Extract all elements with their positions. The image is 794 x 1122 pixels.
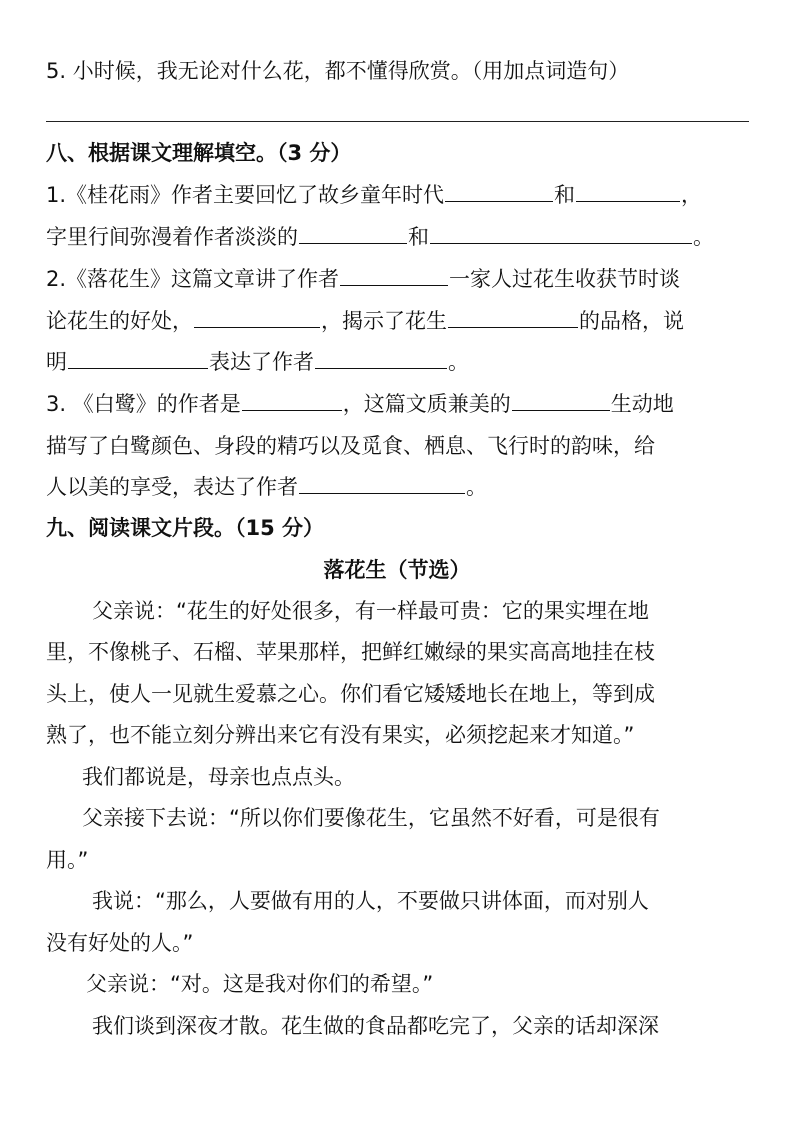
text: 和	[408, 225, 429, 249]
section-9-heading: 九、阅读课文片段。（15 分）	[46, 516, 325, 540]
text: 3. 《白鹭》的作者是	[46, 392, 241, 416]
text: 。	[448, 350, 469, 374]
fill-blank[interactable]	[430, 223, 692, 244]
fill-blank[interactable]	[315, 348, 447, 369]
section-8-line-1	[46, 180, 750, 210]
passage-line: 用。”	[46, 848, 89, 872]
passage-line: 熟了，也不能立刻分辨出来它有没有果实，必须挖起来才知道。”	[46, 723, 635, 747]
text: ，这篇文质兼美的	[342, 392, 511, 416]
text: 2.《落花生》这篇文章讲了作者	[46, 267, 340, 291]
text: 的品格，说	[579, 309, 684, 333]
fill-blank[interactable]	[340, 265, 448, 286]
section-8-line-5	[46, 347, 750, 377]
fill-blank[interactable]	[448, 307, 578, 328]
text: 表达了作者	[209, 350, 314, 374]
text: 。	[693, 225, 714, 249]
fill-blank[interactable]	[299, 473, 465, 494]
section-8-heading: 八、根据课文理解填空。（3 分）	[46, 141, 352, 165]
section-8-line-8	[46, 472, 750, 502]
text: ，揭示了花生	[321, 309, 447, 333]
fill-blank[interactable]	[576, 181, 680, 202]
text: 1.《桂花雨》作者主要回忆了故乡童年时代	[46, 183, 445, 207]
section-8-line-6	[46, 389, 750, 419]
answer-line	[46, 121, 749, 122]
question-5: 5. 小时候，我无论对什么花，都不懂得欣赏。（用加点词造句）	[46, 59, 630, 83]
passage-line: 父亲说：“对。这是我对你们的希望。”	[86, 972, 434, 996]
section-8-line-7: 描写了白鹭颜色、身段的精巧以及觅食、栖息、飞行时的韵味，给	[46, 434, 655, 458]
passage-line: 我说：“那么，人要做有用的人，不要做只讲体面，而对别人	[92, 889, 649, 913]
fill-blank[interactable]	[68, 348, 208, 369]
text: 生动地	[610, 392, 674, 416]
fill-blank[interactable]	[445, 181, 553, 202]
passage-line: 头上，使人一见就生爱慕之心。你们看它矮矮地长在地上，等到成	[46, 682, 655, 706]
passage-title: 落花生（节选）	[323, 558, 471, 582]
text: ，	[681, 183, 703, 207]
passage-line: 没有好处的人。”	[46, 931, 194, 955]
section-8-line-3	[46, 264, 750, 294]
fill-blank[interactable]	[512, 390, 610, 411]
text: 论花生的好处，	[46, 309, 193, 333]
passage-line: 里，不像桃子、石榴、苹果那样，把鲜红嫩绿的果实高高地挂在枝	[46, 640, 655, 664]
passage-line: 父亲接下去说：“所以你们要像花生，它虽然不好看，可是很有	[82, 806, 660, 830]
text: 一家人过花生收获节时谈	[449, 267, 681, 291]
text: 字里行间弥漫着作者淡淡的	[46, 225, 298, 249]
passage-line: 父亲说：“花生的好处很多，有一样最可贵：它的果实埋在地	[92, 599, 649, 623]
section-8-line-4	[46, 306, 750, 336]
text: 和	[554, 183, 576, 207]
text: 。	[466, 475, 487, 499]
fill-blank[interactable]	[194, 307, 320, 328]
section-8-line-2	[46, 222, 750, 252]
text: 人以美的享受，表达了作者	[46, 475, 298, 499]
passage-line: 我们谈到深夜才散。花生做的食品都吃完了，父亲的话却深深	[92, 1014, 659, 1038]
passage-line: 我们都说是，母亲也点点头。	[82, 765, 355, 789]
fill-blank[interactable]	[242, 390, 342, 411]
fill-blank[interactable]	[299, 223, 407, 244]
text: 明	[46, 350, 67, 374]
